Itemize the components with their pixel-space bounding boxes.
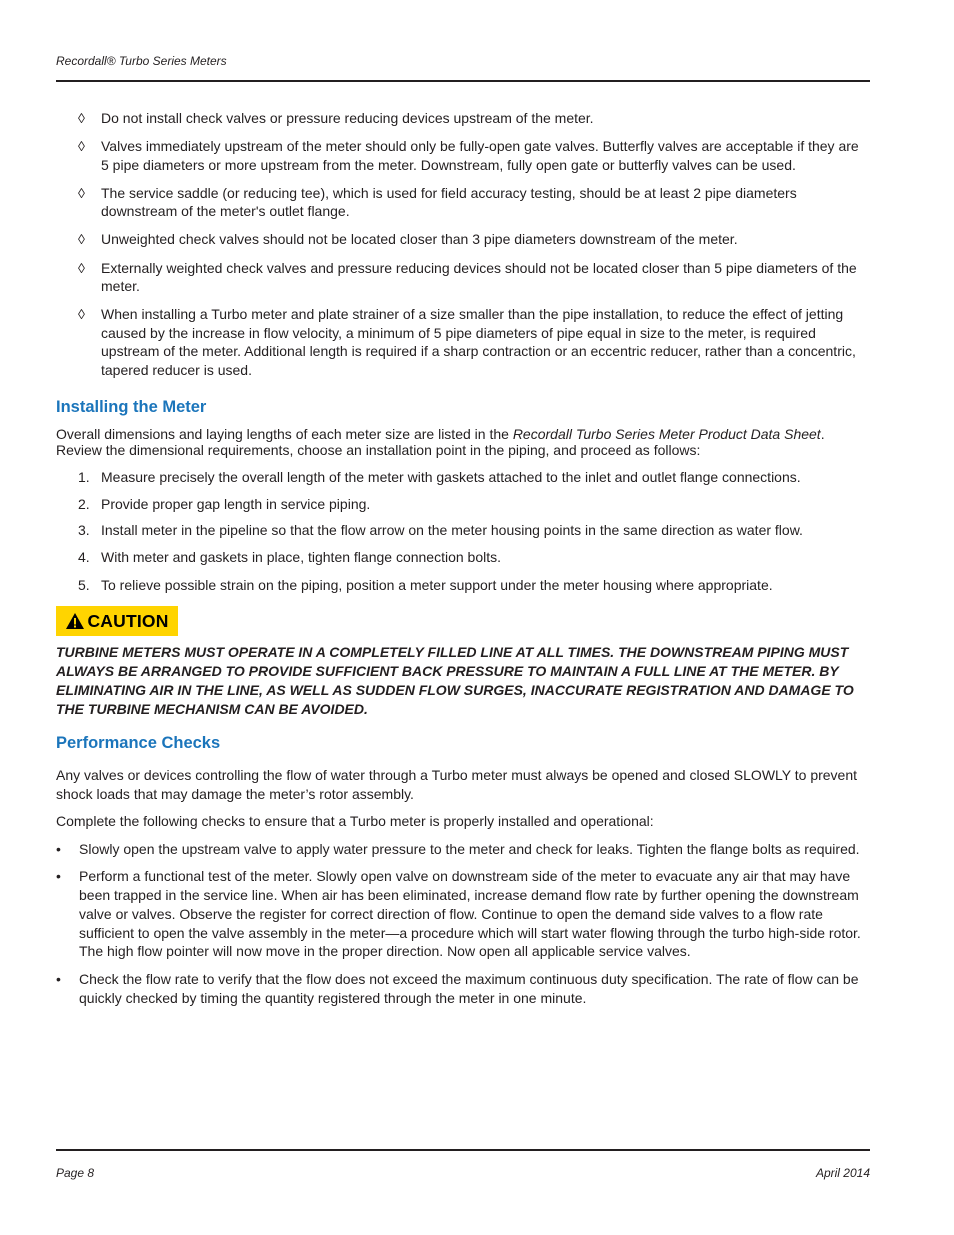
- diamond-bullet-icon: ◊: [78, 110, 85, 126]
- publication-date: April 2014: [815, 1166, 870, 1180]
- list-item: • Slowly open the upstream valve to apply water pressure to the meter and check for leaks. Tighten the flange bolts as required.: [56, 841, 860, 857]
- bullet-icon: •: [56, 841, 61, 857]
- bullet-icon: •: [56, 970, 61, 987]
- diamond-bullet-icon: ◊: [78, 184, 85, 201]
- document-page: [56, 0, 870, 1235]
- running-header: Recordall® Turbo Series Meters: [56, 54, 227, 68]
- warning-triangle-icon: [65, 612, 85, 630]
- product-data-sheet-title: Recordall Turbo Series Meter Product Data Sheet: [512, 426, 821, 442]
- section-heading-performance: Performance Checks: [56, 734, 221, 752]
- footer-rule: [56, 1149, 870, 1151]
- section-heading-installing: Installing the Meter: [56, 398, 207, 416]
- list-item: 3. Install meter in the pipeline so that the flow arrow on the meter housing points in the same direction as water flow.: [78, 522, 803, 538]
- performance-intro: Any valves or devices controlling the flow of water through a Turbo meter must always be opened and closed SLOWLY to prevent shock loads that may damage the meter’s rotor assembly.: [56, 767, 858, 802]
- list-item: • Check the flow rate to verify that the flow does not exceed the maximum continuous duty specification. The rate of flow can be quickly checked by timing the quantity registered through the meter in one minute.: [56, 970, 859, 1006]
- list-item: 2. Provide proper gap length in service piping.: [78, 495, 371, 512]
- performance-checks-list: [56, 840, 870, 1016]
- diamond-bullet-icon: ◊: [78, 306, 85, 323]
- caution-text: TURBINE METERS MUST OPERATE IN A COMPLETELY FILLED LINE AT ALL TIMES. THE DOWNSTREAM PIPING MUST ALWAYS BE ARRANGED TO PROVIDE SUFFICIENT BACK PRESSURE TO MAINTAIN A FULL LINE AT THE METER. BY ELIMINATING AIR IN THE LINE, AS WELL AS SUDDEN FLOW SURGES, INACCURATE REGISTRATION AND DAMAGE TO THE TURBINE MECHANISM CAN BE AVOIDED.: [56, 644, 854, 717]
- list-item: ◊ When installing a Turbo meter and plate strainer of a size smaller than the pipe installation, to reduce the effect of jetting caused by the increase in flow velocity, a minimum of 5 pipe diameters of pipe equal in size to the meter, is required upstream of the meter. Additional length is required if a sharp contraction or an eccentric reducer, rather than a concentric, tapered reducer is used.: [78, 306, 856, 379]
- caution-badge: [56, 606, 178, 636]
- performance-checks-intro: Complete the following checks to ensure that a Turbo meter is properly installed and operational:: [56, 813, 654, 829]
- list-item: ◊ Unweighted check valves should not be located closer than 3 pipe diameters downstream of the meter.: [78, 231, 738, 248]
- list-item: ◊ The service saddle (or reducing tee), which is used for field accuracy testing, should be at least 2 pipe diameters downstream of the meter's outlet flange.: [78, 184, 797, 220]
- installation-notes-list: [56, 109, 870, 389]
- diamond-bullet-icon: ◊: [78, 138, 85, 155]
- page-number: Page 8: [56, 1166, 95, 1180]
- list-item: ◊ Do not install check valves or pressure reducing devices upstream of the meter.: [78, 110, 594, 126]
- list-item: ◊ Externally weighted check valves and pressure reducing devices should not be located closer than 5 pipe diameters of the meter.: [78, 259, 857, 295]
- list-item: 1. Measure precisely the overall length of the meter with gaskets attached to the inlet and outlet flange connections.: [78, 469, 801, 485]
- diamond-bullet-icon: ◊: [78, 259, 85, 276]
- list-item: • Perform a functional test of the meter. Slowly open valve on downstream side of the meter to evacuate any air that may have been trapped in the service line. When air has been eliminated, increase demand flow rate by further opening the downstream valve or valves. Observe the register for correct direction of flow. Continue to open the demand side valves to a flow rate sufficient to open the valve assembly in the meter—a procedure which will start water flowing through the turbo high-side rotor. The high flow pointer will now move in the proper direction. Now open all applicable service valves.: [56, 868, 861, 960]
- bullet-icon: •: [56, 868, 61, 885]
- installing-intro: Overall dimensions and laying lengths of each meter size are listed in the Recordall Turbo Series Meter Product Data Sheet. Review the dimensional requirements, choose an installation point in the piping, and proceed as follows:: [56, 426, 825, 458]
- list-item: ◊ Valves immediately upstream of the meter should only be fully-open gate valves. Butterfly valves are acceptable if they are 5 pipe diameters or more upstream from the meter. Downstream, fully open gate or butterfly valves can be used.: [78, 138, 859, 173]
- installation-steps-list: [56, 468, 870, 594]
- header-rule: [56, 80, 870, 82]
- caution-label: CAUTION: [87, 610, 169, 631]
- diamond-bullet-icon: ◊: [78, 231, 85, 248]
- list-item: 4. With meter and gaskets in place, tighten flange connection bolts.: [78, 548, 502, 565]
- list-item: 5. To relieve possible strain on the piping, position a meter support under the meter housing where appropriate.: [78, 576, 773, 593]
